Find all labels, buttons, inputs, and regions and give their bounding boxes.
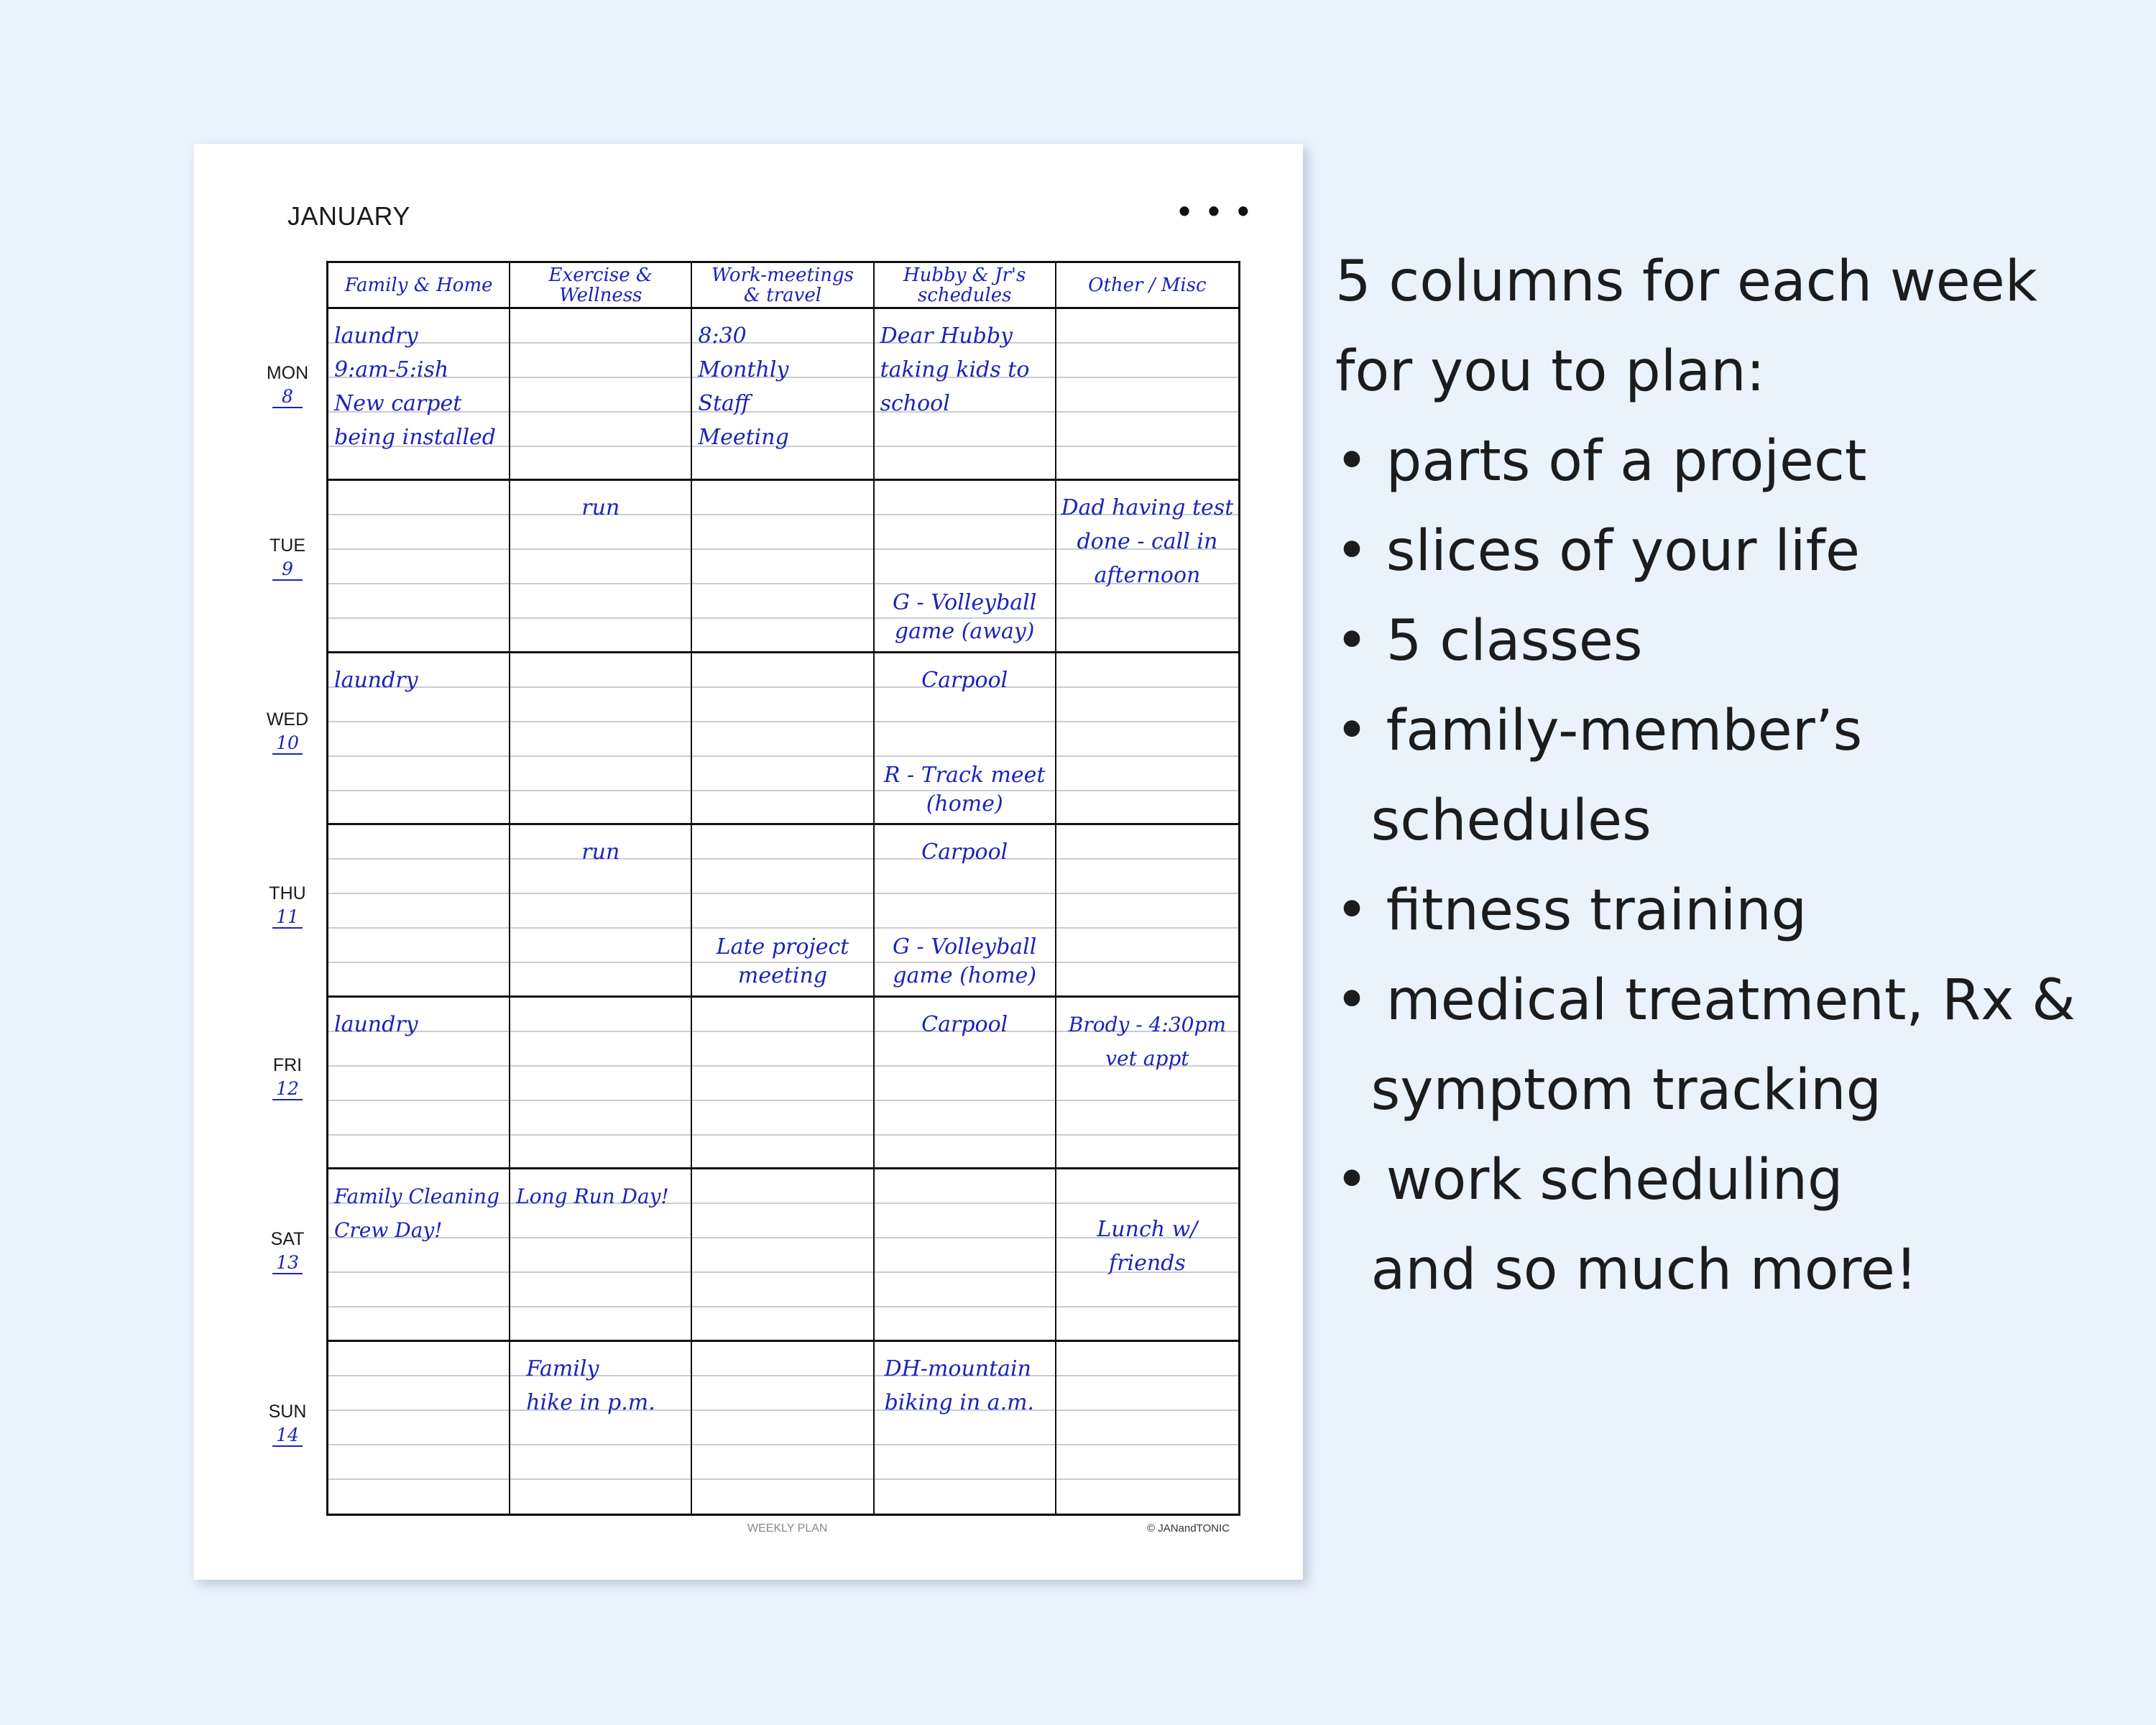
- feature-line: • fitness training: [1335, 878, 1807, 943]
- feature-line: 5 columns for each week: [1335, 249, 2037, 314]
- entry-note: Lunch w/ friends: [1097, 1217, 1198, 1276]
- entry-note: Carpool: [921, 1011, 1008, 1037]
- cell-fri-hubby[interactable]: [875, 998, 1056, 1169]
- entry-note: 8:30 Monthly Staff Meeting: [698, 323, 789, 450]
- more-options-icon[interactable]: • • •: [1179, 192, 1253, 229]
- entry-note: Carpool: [921, 667, 1008, 693]
- cell-sat-hubby[interactable]: [875, 1169, 1056, 1341]
- weekly-planner-grid: [326, 261, 1240, 1516]
- cell-mon-other[interactable]: [1056, 309, 1238, 481]
- entry-note: DH-mountain biking in a.m.: [884, 1356, 1035, 1415]
- feature-line: • medical treatment, Rx &: [1335, 968, 2076, 1033]
- cell-sun-work[interactable]: [692, 1342, 874, 1514]
- cell-mon-work[interactable]: [692, 309, 874, 481]
- day-name: SUN: [268, 1402, 307, 1422]
- day-label-wed: [259, 709, 316, 755]
- cell-wed-exercise[interactable]: [510, 653, 692, 825]
- cell-thu-other[interactable]: [1056, 825, 1238, 997]
- feature-line: • 5 classes: [1335, 609, 1643, 673]
- brand-credit: © JANandTONIC: [1147, 1522, 1230, 1535]
- entry-note: Family hike in p.m.: [526, 1356, 655, 1415]
- entry-note: run: [581, 840, 620, 865]
- entry-note: G - Volleyball game (away): [893, 590, 1037, 645]
- day-label-sun: [259, 1402, 316, 1447]
- cell-mon-exercise[interactable]: [510, 309, 692, 481]
- entry-note: Late project meeting: [716, 934, 849, 989]
- feature-line: symptom tracking: [1335, 1058, 1882, 1123]
- day-name: FRI: [272, 1055, 303, 1075]
- cell-wed-work[interactable]: [692, 653, 874, 825]
- cell-thu-hubby[interactable]: [875, 825, 1056, 997]
- cell-sat-work[interactable]: [692, 1169, 874, 1341]
- cell-tue-exercise[interactable]: [510, 481, 692, 653]
- column-header-exercise-wellness: Exercise & Wellness: [510, 263, 692, 309]
- column-header-hubby-jr: Hubby & Jr's schedules: [875, 263, 1056, 309]
- cell-tue-family[interactable]: [328, 481, 510, 653]
- cell-tue-work[interactable]: [692, 481, 874, 653]
- day-number: 14: [272, 1425, 303, 1447]
- cell-mon-family[interactable]: [328, 309, 510, 481]
- feature-line: • slices of your life: [1335, 519, 1861, 584]
- cell-sat-other[interactable]: [1056, 1169, 1238, 1341]
- feature-list: [1335, 237, 2140, 1315]
- feature-line: • work scheduling: [1335, 1148, 1843, 1213]
- day-name: TUE: [270, 535, 305, 556]
- entry-note: laundry 9:am-5:ish New carpet being installed: [334, 323, 497, 450]
- day-name: SAT: [270, 1229, 305, 1249]
- entry-note: laundry: [334, 667, 418, 693]
- feature-line: • parts of a project: [1335, 429, 1867, 494]
- cell-mon-hubby[interactable]: [875, 309, 1056, 481]
- cell-sun-family[interactable]: [328, 1342, 510, 1514]
- entry-note: Brody - 4:30pm vet appt: [1068, 1012, 1226, 1070]
- entry-note: G - Volleyball game (home): [893, 934, 1037, 989]
- cell-sat-exercise[interactable]: [510, 1169, 692, 1341]
- column-header-work-meetings: Work-meetings & travel: [692, 263, 874, 309]
- month-title: JANUARY: [287, 201, 410, 231]
- entry-note: Dear Hubby taking kids to school: [880, 323, 1030, 416]
- day-name: MON: [266, 363, 309, 383]
- column-header-family-home: Family & Home: [328, 263, 510, 309]
- day-label-mon: [259, 363, 316, 408]
- cell-thu-family[interactable]: [328, 825, 510, 997]
- day-name: WED: [266, 709, 309, 730]
- cell-fri-other[interactable]: [1056, 998, 1238, 1169]
- day-number: 8: [272, 387, 303, 408]
- cell-wed-hubby[interactable]: [875, 653, 1056, 825]
- cell-sat-family[interactable]: [328, 1169, 510, 1341]
- entry-note: Dad having test done - call in afternoon: [1061, 495, 1234, 589]
- entry-note: Carpool: [921, 840, 1008, 865]
- feature-line: and so much more!: [1335, 1238, 1918, 1302]
- entry-note: run: [581, 495, 620, 521]
- column-header-other-misc: Other / Misc: [1056, 263, 1238, 309]
- entry-note: Family Cleaning Crew Day!: [334, 1184, 499, 1243]
- day-number: 11: [272, 907, 303, 929]
- cell-wed-other[interactable]: [1056, 653, 1238, 825]
- day-name: THU: [269, 883, 306, 903]
- feature-line: for you to plan:: [1335, 339, 1765, 404]
- day-number: 13: [272, 1253, 303, 1274]
- cell-thu-work[interactable]: [692, 825, 874, 997]
- entry-note: Long Run Day!: [516, 1184, 669, 1209]
- cell-fri-exercise[interactable]: [510, 998, 692, 1169]
- cell-sun-exercise[interactable]: [510, 1342, 692, 1514]
- day-label-thu: [259, 883, 316, 929]
- day-number: 12: [272, 1079, 303, 1100]
- footer-label: WEEKLY PLAN: [747, 1522, 828, 1535]
- cell-wed-family[interactable]: [328, 653, 510, 825]
- day-number: 9: [272, 559, 303, 581]
- cell-tue-hubby[interactable]: [875, 481, 1056, 653]
- day-number: 10: [272, 733, 303, 755]
- day-label-tue: [259, 535, 316, 581]
- entry-note: R - Track meet (home): [883, 762, 1046, 816]
- cell-fri-work[interactable]: [692, 998, 874, 1169]
- cell-sun-other[interactable]: [1056, 1342, 1238, 1514]
- feature-line: • family-member’s: [1335, 699, 1863, 763]
- cell-tue-other[interactable]: [1056, 481, 1238, 653]
- entry-note: laundry: [334, 1011, 418, 1037]
- feature-line: schedules: [1335, 788, 1651, 853]
- cell-thu-exercise[interactable]: [510, 825, 692, 997]
- day-label-sat: [259, 1229, 316, 1274]
- day-label-fri: [259, 1055, 316, 1100]
- cell-fri-family[interactable]: [328, 998, 510, 1169]
- cell-sun-hubby[interactable]: [875, 1342, 1056, 1514]
